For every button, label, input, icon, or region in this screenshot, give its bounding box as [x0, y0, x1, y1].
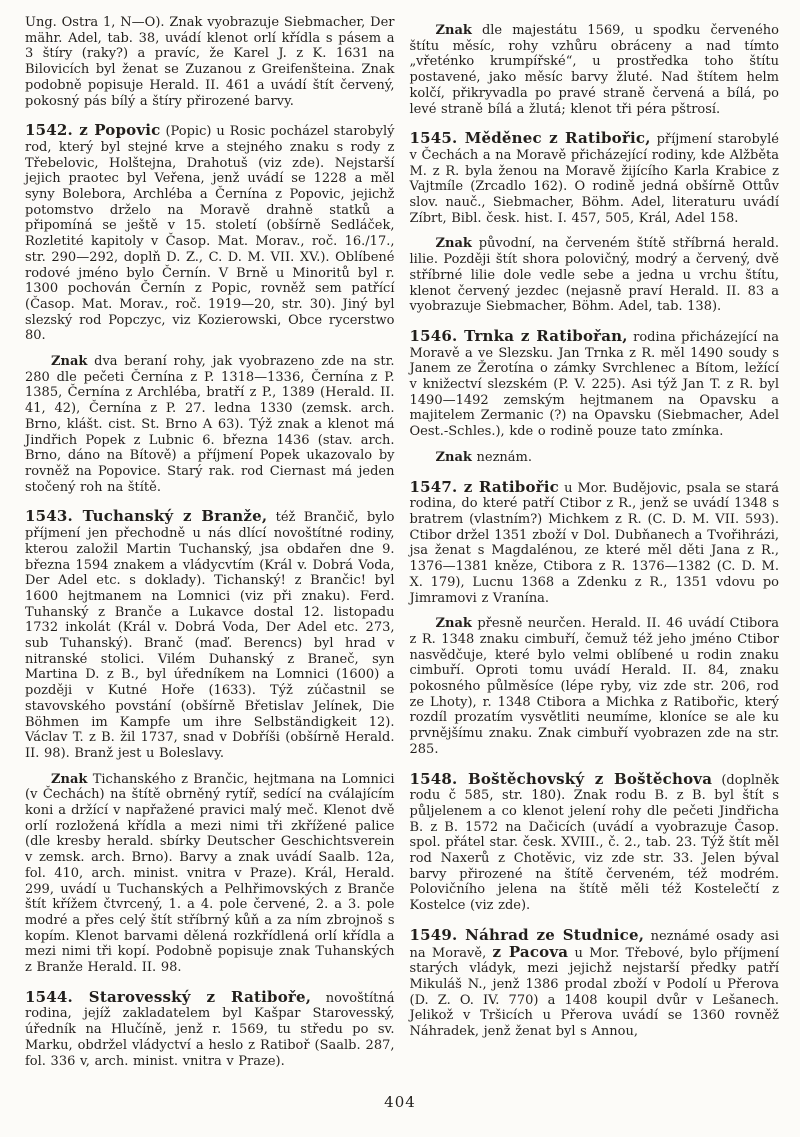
bold-text: 1546. Trnka z Ratibořan, [409, 326, 628, 345]
body-text: (Popic) u Rosic pocházel starobylý rod, který byl stejné krve a stejného znaku s rody z Třebelovic, Holštejna, Drahotuš (viz zde). Nejstarší jejich praotec byl Veřena, jenž uvádí se 1228 a měl syny Bolebora, Archléba a Černína z Popovic, jejichž potomstvo drželo na Moravě drahně statků a připomíná se ještě v 15. století (obšírně Sedláček, Rozletité kapitoly v Časop. Mat. Morav., roč. 16./17., str. 290—292, doplň D. Z., C. D. M. VII. XV.). Oblíbené rodové jméno bylo Černín. V Brně u Minoritů byl r. 1300 pochován Černín z Popic, rovněž sem patřící (Časop. Mat. Morav., roč. 1919—20, str. 30). Jiný byl slezský rod Popczyc, viz Kozierowski, Obce rycerstwo 80. [25, 124, 395, 344]
entry-paragraph [25, 987, 395, 1070]
entry-paragraph [25, 509, 395, 761]
bold-text: z Pacova [492, 942, 569, 961]
body-text: u Mor. Třebové, bylo příjmení starých vládyk, mezi jejichž nejstarší předky patří Mikuláš N., jenž 1386 prodal zboží v Podolí u Přerova (D. Z. O. IV. 770) a 1408 koupil dvůr v Lešanech. Jelikož v Tršicích u Přerova uvádí se 1360 rovněž Náhradek, jenž ženat byl s Annou, [409, 945, 779, 1040]
bold-text: Znak [51, 354, 88, 370]
bold-text: Znak [435, 236, 472, 252]
entry-paragraph [409, 769, 780, 914]
body-text: Ung. Ostra 1, N—O). Znak vyobrazuje Siebmacher, Der mähr. Adel, tab. 38, uvádí klenot orlí křídla s pásem a 3 štíry (raky?) a pravíc, že Karel J. z K. 1631 na Bilovicích byl ženat se Zuzanou z Greifenšteina. Znak podobně popisuje Herald. II. 461 a uvádí štít červený, pokosný pás bílý a štíry přirozené barvy. [25, 15, 395, 109]
page-number: 404 [384, 1093, 416, 1111]
entry-paragraph [409, 925, 780, 1040]
body-text: dle majestátu 1569, u spodku červeného štítu měsíc, rohy vzhůru obráceny a nad tímto „vřeténko krumpířské“, u prostředka toho štítu postavené, jako měsíc barvy žluté. Nad štítem helm kolčí, přikryvadla po pravé straně červená a bílá, po levé straně bílá a žlutá; klenot tři péra pštrosí. [409, 23, 779, 117]
body-text: dva beraní rohy, jak vyobrazeno zde na str. 280 dle pečeti Černína z P. 1318—1336, Černína z P. 1385, Černína z Archléba, bratří z P., 1389 (Herald. II. 41, 42), Černína z P. 27. ledna 1330 (zemsk. arch. Brno, klášt. cist. St. Brno A 63). Týž znak a klenot má Jindřich Popek z Lubnic 6. března 1436 (stav. arch. Brno, dáno na Bítově) a příjmení Popek ukazovalo by rovněž na Popovice. Starý rak. rod Ciernast má jeden stočený roh na štítě. [25, 354, 395, 495]
text-paragraph [410, 616, 780, 757]
bold-text: 1544. Starovesský z Ratiboře, [25, 987, 312, 1006]
body-text: neznám. [471, 449, 533, 465]
bold-text: Znak [51, 771, 88, 787]
text-columns [25, 13, 779, 1077]
body-text: novoštítná rodina, jejíž zakladatelem byl Kašpar Starovesský, úředník na Hlučíně, jenž r. 1569, tu středu po sv. Marku, obdržel vládyctví a heslo z Ratiboř (Saalb. 287, fol. 336 v, arch. minist. vnitra v Praze). [25, 990, 395, 1069]
body-text: původní, na červeném štítě stříbrná herald. lilie. Později štít shora polovičný, modrý a červený, dvě stříbrné lilie dole vedle sebe a jedna u vrchu štítu, klenot červený jezdec (nejasně praví Herald. II. 83 a vyobrazuje Siebmacher, Böhm. Adel, tab. 138). [409, 236, 779, 315]
text-paragraph [410, 236, 780, 315]
bold-text: 1542. z Popovic [25, 121, 161, 140]
entry-paragraph [409, 477, 780, 607]
bold-text: 1548. Boštěchovský z Boštěchova [409, 769, 713, 788]
body-text: Tichanského z Brančic, hejtmana na Lomnici (v Čechách) na štítě obrněný rytíř, sedící na cválajícím koni a držící v napřažené pravici malý meč. Klenot dvě orlí rozložená křídla a mezi nimi tři zkřížené palice (dle kresby herald. sbírky Deutscher Geschichtsverein v zemsk. arch. Brno). Barvy a znak uvádí Saalb. 12a, fol. 410, arch. minist. vnitra v Praze). Král, Herald. 299, uvádí u Tuchanských a Pelhřimovských z Branče štít křížem čtvrcený, 1. a 4. pole červené, 2. a 3. pole modré a přes celý štít stříbrný kůň a za ním zbrojnoš s kopím. Klenot barvami dělená rozkřídlená orlí křídla a mezi nimi tři kopí. Podobně popisuje znak Tuhanských z Branže Herald. II. 98. [25, 771, 395, 976]
entry-paragraph [410, 131, 780, 226]
bold-text: 1545. Měděnec z Ratibořic, [409, 129, 651, 148]
body-text: příjmení starobylé v Čechách a na Moravě přicházející rodiny, kde Alžběta M. z R. byla ženou na Moravě žijícího Karla Krabice z Vajtmíle (Zrcadlo 162). O rodině jedná obšírně Ottův slov. nauč., Siebmacher, Böhm. Adel, literaturu uvádí Zíbrt, Bibl. česk. hist. I. 457, 505, Král, Adel 158. [409, 132, 779, 226]
body-text: u Mor. Budějovic, psala se stará rodina, do které patří Ctibor z R., jenž se uvádí 1348 s bratrem (vlastním?) Michkem z R. (C. D. M. VII. 593). Ctibor držel 1351 zboží v Dol. Dubňanech a Tvořihrázi, jsa ženat s Magdalénou, ze které měl děti Jana z R., 1376—1381 kněze, Ctibora z R. 1376—1382 (C. D. M. X. 179), Lucnu 1368 a Zdenku z R., 1351 vdovu po Jimramovi z Vranína. [409, 480, 779, 606]
body-text: přesně neurčen. Herald. II. 46 uvádí Ctibora z R. 1348 znaku cimbuří, čemuž též jeho jméno Ctibor nasvědčuje, které bylo velmi oblíbené u rodin znaku cimbuří. Oproti tomu uvádí Herald. II. 84, znaku pokosného půlměsíce (lépe ryby, viz zde str. 206, rod ze Lhoty), r. 1348 Ctibora a Michka z Ratibořic, který rozdíl prozatím vysvětliti neumíme, kloníce se ale ku prvnějšímu znaku. Znak cimbuří vyobrazen zde na str. 285. [409, 616, 779, 757]
text-paragraph [410, 23, 780, 117]
body-text: též Brančič, bylo příjmení jen přechodně u nás dlící novoštítné rodiny, kterou založil Martin Tuchanský, jsa obdařen dne 9. března 1594 znakem a vládycvtím (Král v. Dobrá Voda, Der Adel etc. s doklady). Tichanský! z Brančic! byl 1600 hejtmanem na Lomnici (viz při znaku). Ferd. Tuhanský z Branče a Lukavce dostal 12. listopadu 1732 inkolát (Král v. Dobrá Voda, Der Adel etc. 273, sub Tuhanský). Branč (maď. Berencs) byl hrad v nitranské stolici. Vilém Duhanský z Braneč, syn Martina D. z B., byl úředníkem na Lomnici (1600) a později v Kutné Hoře (1633). Týž zúčastnil se stavovského povstání (obšírně Břetislav Jelínek, Die Böhmen im Kampfe um ihre Selbständigkeit 12). Václav T. z B. žil 1737, snad v Dobříši (obšírně Herald. II. 98). Branž jest u Boleslavy. [25, 510, 395, 761]
body-text: (doplněk rodu č 585, str. 180). Znak rodu B. z B. byl štít s půljelenem a co klenot jelení rohy dle pečeti Jindřicha B. z B. 1572 na Dačicích (uvádí a vyobrazuje Časop. spol. přátel star. česk. XVIII., č. 2., tab. 23. Týž štít měl rod Naxerů z Chotěvic, viz zde str. 33. Jelen býval barvy přirozené na štítě červeném, též modrém. Polovičního jelena na štítě měli též Kostelečtí z Kostelce (viz zde). [409, 772, 779, 914]
left-column [25, 13, 395, 1077]
entry-paragraph [409, 326, 780, 440]
body-text: neznámé osady asi na Moravě, [409, 928, 779, 961]
entry-paragraph [25, 123, 395, 344]
text-paragraph [25, 772, 395, 976]
bold-text: 1549. Náhrad ze Studnice, [409, 925, 645, 944]
bold-text: Znak [435, 616, 472, 632]
body-text: rodina přicházející na Moravě a ve Slezsku. Jan Trnka z R. měl 1490 soudy s Janem ze Žerotína o zámky Svrchlenec a Bítom, ležící v knižectví slezském (P. V. 225). Asi týž Jan T. z R. byl 1490—1492 zemským hejtmanem na Opavsku a majitelem Zermanic (?) na Opavsku (Siebmacher, Adel Oest.-Schles.), kde o rodině pouze tato zmínka. [409, 329, 779, 440]
right-column [410, 13, 780, 1077]
bold-text: 1543. Tuchanský z Branže, [25, 507, 268, 526]
bold-text: 1547. z Ratibořic [409, 477, 560, 496]
bold-text: Znak [435, 449, 472, 465]
bold-text: Znak [435, 23, 472, 38]
text-paragraph [25, 15, 395, 109]
text-paragraph [25, 354, 395, 495]
text-paragraph [410, 450, 780, 466]
